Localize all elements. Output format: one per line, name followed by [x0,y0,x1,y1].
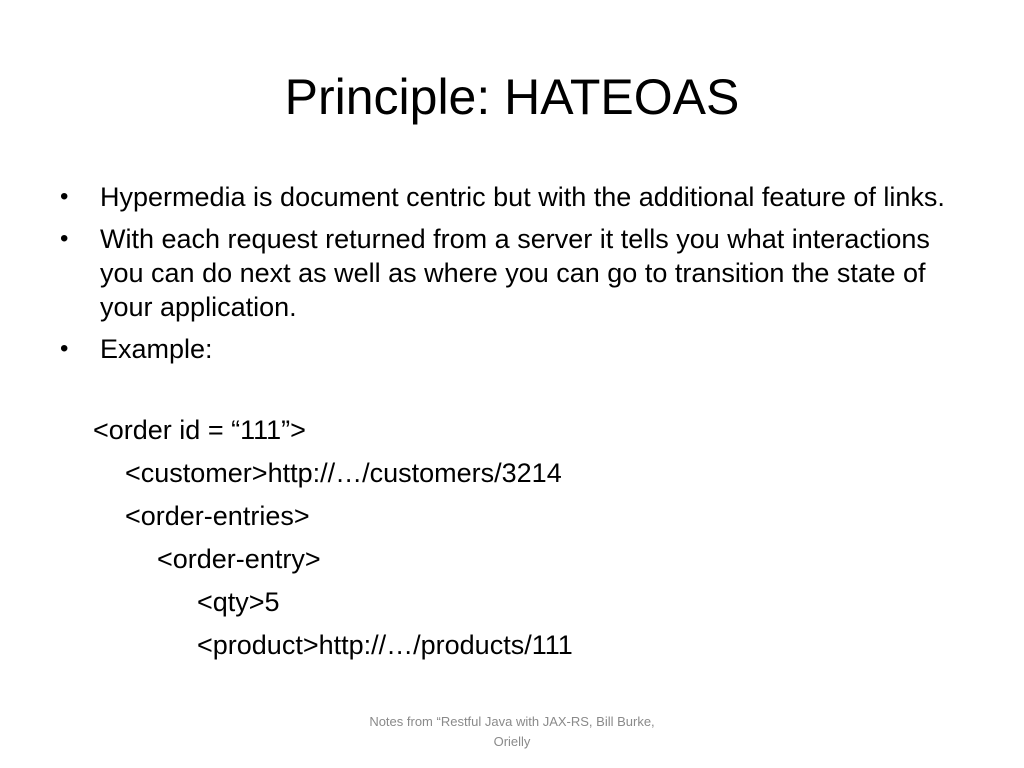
bullet-dot-icon: • [60,225,69,252]
bullet-text: With each request returned from a server it tells you what interactions you can do next as well as where you can go to transition the state of your application. [100,224,930,322]
bullet-dot-icon: • [60,335,69,362]
bullet-text: Hypermedia is document centric but with the additional feature of links. [100,182,945,212]
bullet-list [60,180,980,374]
code-line-order-entry: <order-entry> [157,544,321,574]
bullet-item [60,332,980,366]
bullet-item [60,180,980,214]
code-line-order-entries: <order-entries> [125,501,310,531]
code-line-customer: <customer>http://…/customers/3214 [125,458,562,488]
footer-note: Notes from “Restful Java with JAX-RS, Bill Burke, Orielly [369,714,655,749]
bullet-text: Example: [100,334,213,364]
bullet-dot-icon: • [60,183,69,210]
code-line-product: <product>http://…/products/111 [197,630,573,660]
slide-title: Principle: HATEOAS [284,69,740,125]
code-line-order: <order id = “111”> [93,415,306,445]
code-line-qty: <qty>5 [197,587,280,617]
bullet-item [60,222,980,324]
xml-example-block [93,409,573,667]
